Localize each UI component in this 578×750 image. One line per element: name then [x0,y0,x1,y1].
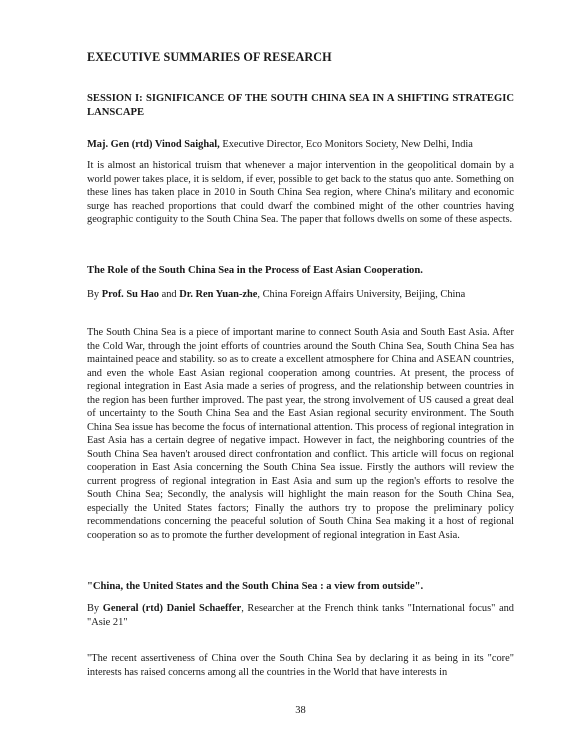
paper-3-abstract: "The recent assertiveness of China over the South China Sea by declaring it as being in its "core" interests has raised concerns among all the countries in the World that have interests in [87,653,514,678]
document-title: EXECUTIVE SUMMARIES OF RESEARCH [87,50,332,64]
paper-3-summary [87,580,514,679]
paper-2-summary [87,264,514,542]
paper-1-author-affiliation: Executive Director, Eco Monitors Society, New Delhi, India [219,139,473,150]
paper-2-and: and [158,289,180,300]
paper-3-by: By [87,603,103,614]
paper-1-summary [87,138,514,227]
paper-3-title: "China, the United States and the South China Sea : a view from outside". [87,581,424,592]
paper-2-title: The Role of the South China Sea in the Process of East Asian Cooperation. [87,265,423,276]
paper-2-affiliation: , China Foreign Affairs University, Beijing, China [257,289,466,300]
page-number: 38 [295,705,306,716]
paper-1-author-name: Maj. Gen (rtd) Vinod Saighal, [87,139,220,150]
paper-2-abstract: The South China Sea is a piece of important marine to connect South Asia and South East Asia. After the Cold War, through the joint efforts of countries around the South China Sea, South China Sea has maintained peace and stability. so as to create a excellent atmosphere for China and ASEAN countries, and even the whole East Asian regional cooperation among countries. At present, the process of regional integration in East Asia made a series of progress, and the relationship between countries in the region has been further improved. The past year, the strong involvement of US caused a great deal of uncertainty to the South China Sea and the East Asian regional security environment. The South China Sea issue has become the focus of international attention. This process of regional integration in East Asia has a certain degree of negative impact. However in fact, the neighboring countries of the South China Sea haven't aroused direct confrontation and conflict. This article will focus on regional cooperation in East Asia concerning the South China Sea issue. Firstly the authors will review the current progress of regional integration in East Asia and sum up the region's efforts to resolve the South China Sea; Secondly, the analysis will highlight the main reason for the South China Sea, especially the United States factors; Finally the authors try to propose the preliminary policy recommendations concerning the peaceful solution of South China Sea making it a host of regional cooperation so as to promote the further development of regional integration in East Asia. [87,327,514,541]
paper-2-author-1: Prof. Su Hao [101,289,159,300]
paper-1-author-line [87,138,514,152]
paper-1-abstract: It is almost an historical truism that whenever a major intervention in the geopolitical domain by a world power takes place, it is seldom, if ever, possible to get back to the status quo ante. Something on these lines has taken place in 2010 in South China Sea region, where China's military and economic surge has reached proportions that could dwarf the combined might of the other countries having geographic contiguity to the South China Sea. The paper that follows dwells on some of these aspects. [87,160,514,225]
paper-3-author-line [87,602,514,630]
paper-2-author-line [87,288,514,302]
paper-2-author-2: Dr. Ren Yuan-zhe [179,289,258,300]
session-title: SESSION I: SIGNIFICANCE OF THE SOUTH CHINA SEA IN A SHIFTING STRATEGIC LANSCAPE [87,93,514,118]
paper-3-affiliation: , Researcher at the French think tanks "International focus" and "Asie 21" [87,603,514,628]
paper-3-author: General (rtd) Daniel Schaeffer [102,603,242,614]
paper-2-by: By [87,289,102,300]
document-page [87,0,514,750]
